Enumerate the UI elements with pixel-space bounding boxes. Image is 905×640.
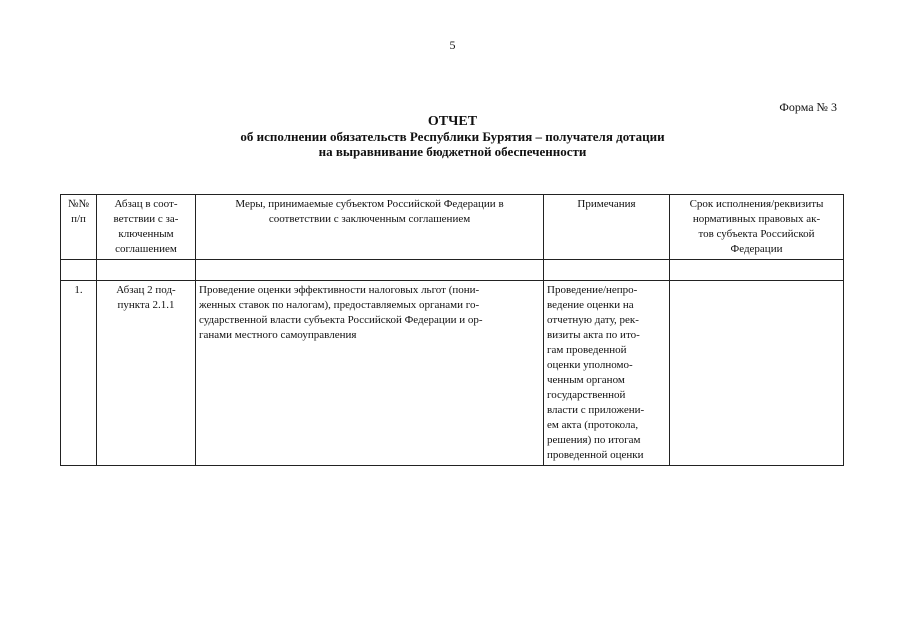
cell-line: Абзац 2 под- [116, 284, 176, 296]
cell-line: оценки уполномо- [547, 359, 633, 371]
cell-measures [196, 281, 544, 466]
form-label: Форма № 3 [779, 100, 837, 114]
cell-line: решения) по итогам [547, 434, 641, 446]
spacer-cell [97, 260, 196, 281]
cell-line: гам проведенной [547, 344, 627, 356]
cell-line: ченным органом [547, 374, 625, 386]
cell-line: государственной [547, 389, 626, 401]
cell-line: отчетную дату, рек- [547, 314, 639, 326]
header-paragraph [97, 195, 196, 260]
header-line: ключенным [118, 228, 174, 240]
header-num [61, 195, 97, 260]
header-notes [544, 195, 670, 260]
table-header-row [61, 195, 844, 260]
report-table [60, 194, 844, 466]
header-deadline [670, 195, 844, 260]
header-line: №№ [68, 198, 89, 210]
cell-num: 1. [61, 281, 97, 466]
cell-line: Проведение оценки эффективности налоговых льгот (пони- [199, 284, 480, 296]
page-number: 5 [449, 38, 456, 52]
report-subtitle-line-2: на выравнивание бюджетной обеспеченности [318, 144, 587, 159]
cell-line: ем акта (протокола, [547, 419, 639, 431]
cell-line: Проведение/непро- [547, 284, 638, 296]
spacer-cell [61, 260, 97, 281]
table-row [61, 281, 844, 466]
header-line: Федерации [730, 243, 783, 255]
header-line: соответствии с заключенным соглашением [268, 213, 471, 225]
spacer-row [61, 260, 844, 281]
header-line: Абзац в соот- [114, 198, 178, 210]
header-measures [196, 195, 544, 260]
header-line: тов субъекта Российской [698, 228, 815, 240]
cell-line: визиты акта по ито- [547, 329, 640, 341]
cell-line: сударственной власти субъекта Российской Федерации и ор- [199, 314, 483, 326]
header-line: Меры, принимаемые субъектом Российской Федерации в [235, 198, 504, 210]
title-block [0, 114, 905, 159]
cell-line: ведение оценки на [547, 299, 634, 311]
cell-line: власти с приложени- [547, 404, 645, 416]
spacer-cell [544, 260, 670, 281]
cell-line: пункта 2.1.1 [117, 299, 175, 311]
header-line: соглашением [115, 243, 177, 255]
header-line: ветствии с за- [113, 213, 179, 225]
spacer-cell [196, 260, 544, 281]
cell-notes [544, 281, 670, 466]
spacer-cell [670, 260, 844, 281]
report-title: ОТЧЕТ [427, 114, 478, 129]
header-line: Срок исполнения/реквизиты [689, 198, 824, 210]
header-line: Примечания [577, 198, 636, 210]
cell-paragraph [97, 281, 196, 466]
cell-line: женных ставок по налогам), предоставляемых органами го- [199, 299, 480, 311]
cell-line: проведенной оценки [547, 449, 644, 461]
header-line: п/п [71, 213, 86, 225]
cell-deadline [670, 281, 844, 466]
header-line: нормативных правовых ак- [692, 213, 821, 225]
cell-line: ганами местного самоуправления [199, 329, 357, 341]
report-subtitle-line-1: об исполнении обязательств Республики Бурятия – получателя дотации [240, 129, 665, 144]
